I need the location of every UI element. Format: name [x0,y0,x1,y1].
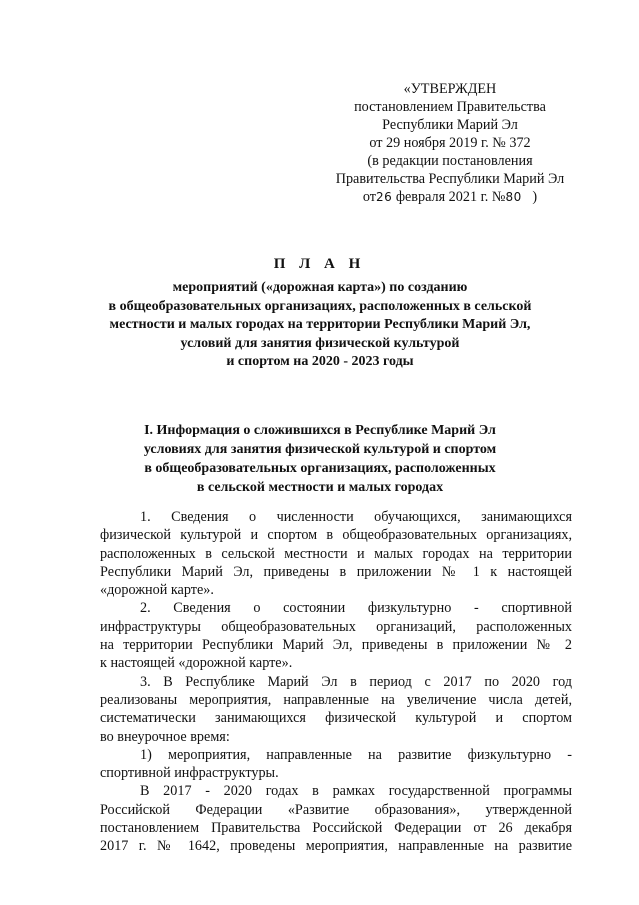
paragraph-line: 1) мероприятия, направленные на развитие физкультурно - [140,746,572,763]
paragraph-line: реализованы мероприятия, направленные на увеличение числа детей, [100,691,572,708]
paragraph-line: к настоящей «дорожной карте». [100,655,293,672]
paragraph-line: на территории Республики Марий Эл, приведены в приложении № 2 [100,637,572,654]
paragraph-line: 3. В Республике Марий Эл в период с 2017 по 2020 год [140,673,572,690]
approval-line: «УТВЕРЖДЕН [403,81,497,97]
plan-title: П Л А Н [273,256,366,272]
date-prefix: от [362,189,376,205]
paragraph-line: во внеурочное время: [100,728,230,745]
section-heading [60,421,580,497]
paragraph-line: В 2017 - 2020 годах в рамках государственной программы [140,783,572,800]
date-suffix: ) [532,189,538,205]
paragraph-line: физической культурой и спортом в общеобразовательных организациях, [100,527,572,544]
paragraph-line: инфраструктуры общеобразовательных организаций, расположенных [100,618,572,635]
plan-subtitle-line: и спортом на 2020 - 2023 годы [226,354,414,369]
paragraph-line: расположенных в сельской местности и малых городах на территории [100,545,572,562]
section-heading-line: условиях для занятия физической культурой и спортом [143,442,497,457]
section-heading-line: в сельской местности и малых городах [196,480,444,495]
plan-subtitle-line: мероприятий («дорожная карта») по созданию [172,280,468,295]
section-heading-line: I. Информация о сложившихся в Республике Марий Эл [144,423,496,438]
date-middle: февраля 2021 г. № [392,189,506,205]
paragraph-line: спортивной инфраструктуры. [100,765,279,782]
approval-line: Правительства Республики Марий Эл [335,171,565,187]
plan-subtitle [60,279,580,372]
paragraph-line: Российской Федерации «Развитие образования», утвержденной [100,801,572,818]
handwritten-day: 26 [375,190,393,204]
approval-line: Республики Марий Эл [382,117,518,133]
approval-block [300,80,600,206]
body-text [100,508,572,856]
paragraph-line: постановлением Правительства Российской Федерации от 26 декабря [100,820,572,837]
approval-line: постановлением Правительства [354,99,546,115]
paragraph-line: 2017 г. № 1642, проведены мероприятия, направленные на развитие [100,838,572,855]
approval-line: (в редакции постановления [367,153,533,169]
paragraph-line: 1. Сведения о численности обучающихся, занимающихся [140,509,572,525]
handwritten-number: 80 [505,190,522,204]
paragraph-line: 2. Сведения о состоянии физкультурно - спортивной [140,600,572,617]
paragraph-line: «дорожной карте». [100,582,214,599]
plan-subtitle-line: условий для занятия физической культурой [180,335,460,351]
plan-subtitle-line: в общеобразовательных организациях, расположенных в сельской [108,298,532,314]
approval-line: от 29 ноября 2019 г. № 372 [369,135,531,151]
section-heading-line: в общеобразовательных организациях, расположенных [144,461,496,476]
paragraph-line: систематически занимающихся физической культурой и спортом [100,710,572,727]
plan-subtitle-line: местности и малых городах на территории Республики Марий Эл, [109,317,531,332]
paragraph-line: Республики Марий Эл, приведены в приложении № 1 к настоящей [100,563,572,580]
amendment-date-line [300,188,600,206]
